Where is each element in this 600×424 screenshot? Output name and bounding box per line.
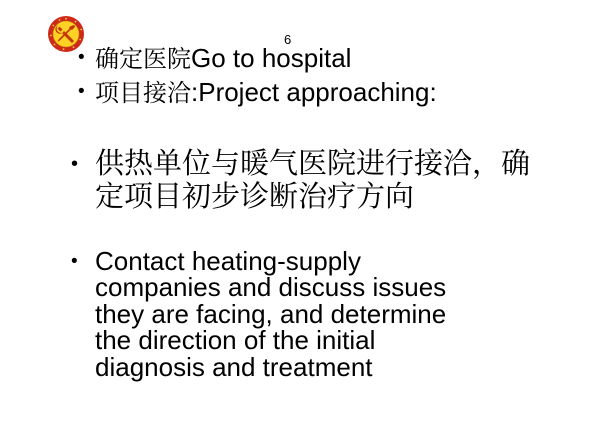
bullet-text <box>95 148 571 214</box>
bullet-marker: • <box>71 153 79 175</box>
bullet-marker: • <box>71 251 78 272</box>
bullet-text-zh: 项目接洽 <box>95 81 191 107</box>
bullet-text-line: 定项目初步诊断治疗方向 <box>95 181 415 213</box>
bullet-item-contact-en <box>71 248 551 380</box>
bullet-item-go-to-hospital <box>78 42 558 79</box>
bullet-text-zh: 确定医院 <box>95 47 191 73</box>
bullet-text-line: Contact heating-supply <box>95 246 361 276</box>
slide-number: 6 <box>284 32 292 47</box>
bullet-text <box>95 76 578 113</box>
bullet-text-line: they are facing, and determine <box>95 298 447 329</box>
bullet-text-line: the direction of the initial <box>95 325 376 356</box>
bullet-text <box>95 42 558 79</box>
bullet-text-en: :Project approaching: <box>191 77 437 107</box>
bullet-text-en: Go to hospital <box>191 43 352 73</box>
bullet-text-line: companies and discuss issues <box>95 272 447 303</box>
bullet-text-line: diagnosis and treatment <box>95 351 373 382</box>
bullet-marker: • <box>78 47 85 68</box>
bullet-item-contact-zh <box>71 148 571 214</box>
bullet-text <box>95 248 551 380</box>
bullet-text-line: 供热单位与暖气医院进行接洽，确 <box>95 148 531 180</box>
bullet-marker: • <box>78 81 85 102</box>
bullet-item-project-approaching <box>78 76 578 113</box>
